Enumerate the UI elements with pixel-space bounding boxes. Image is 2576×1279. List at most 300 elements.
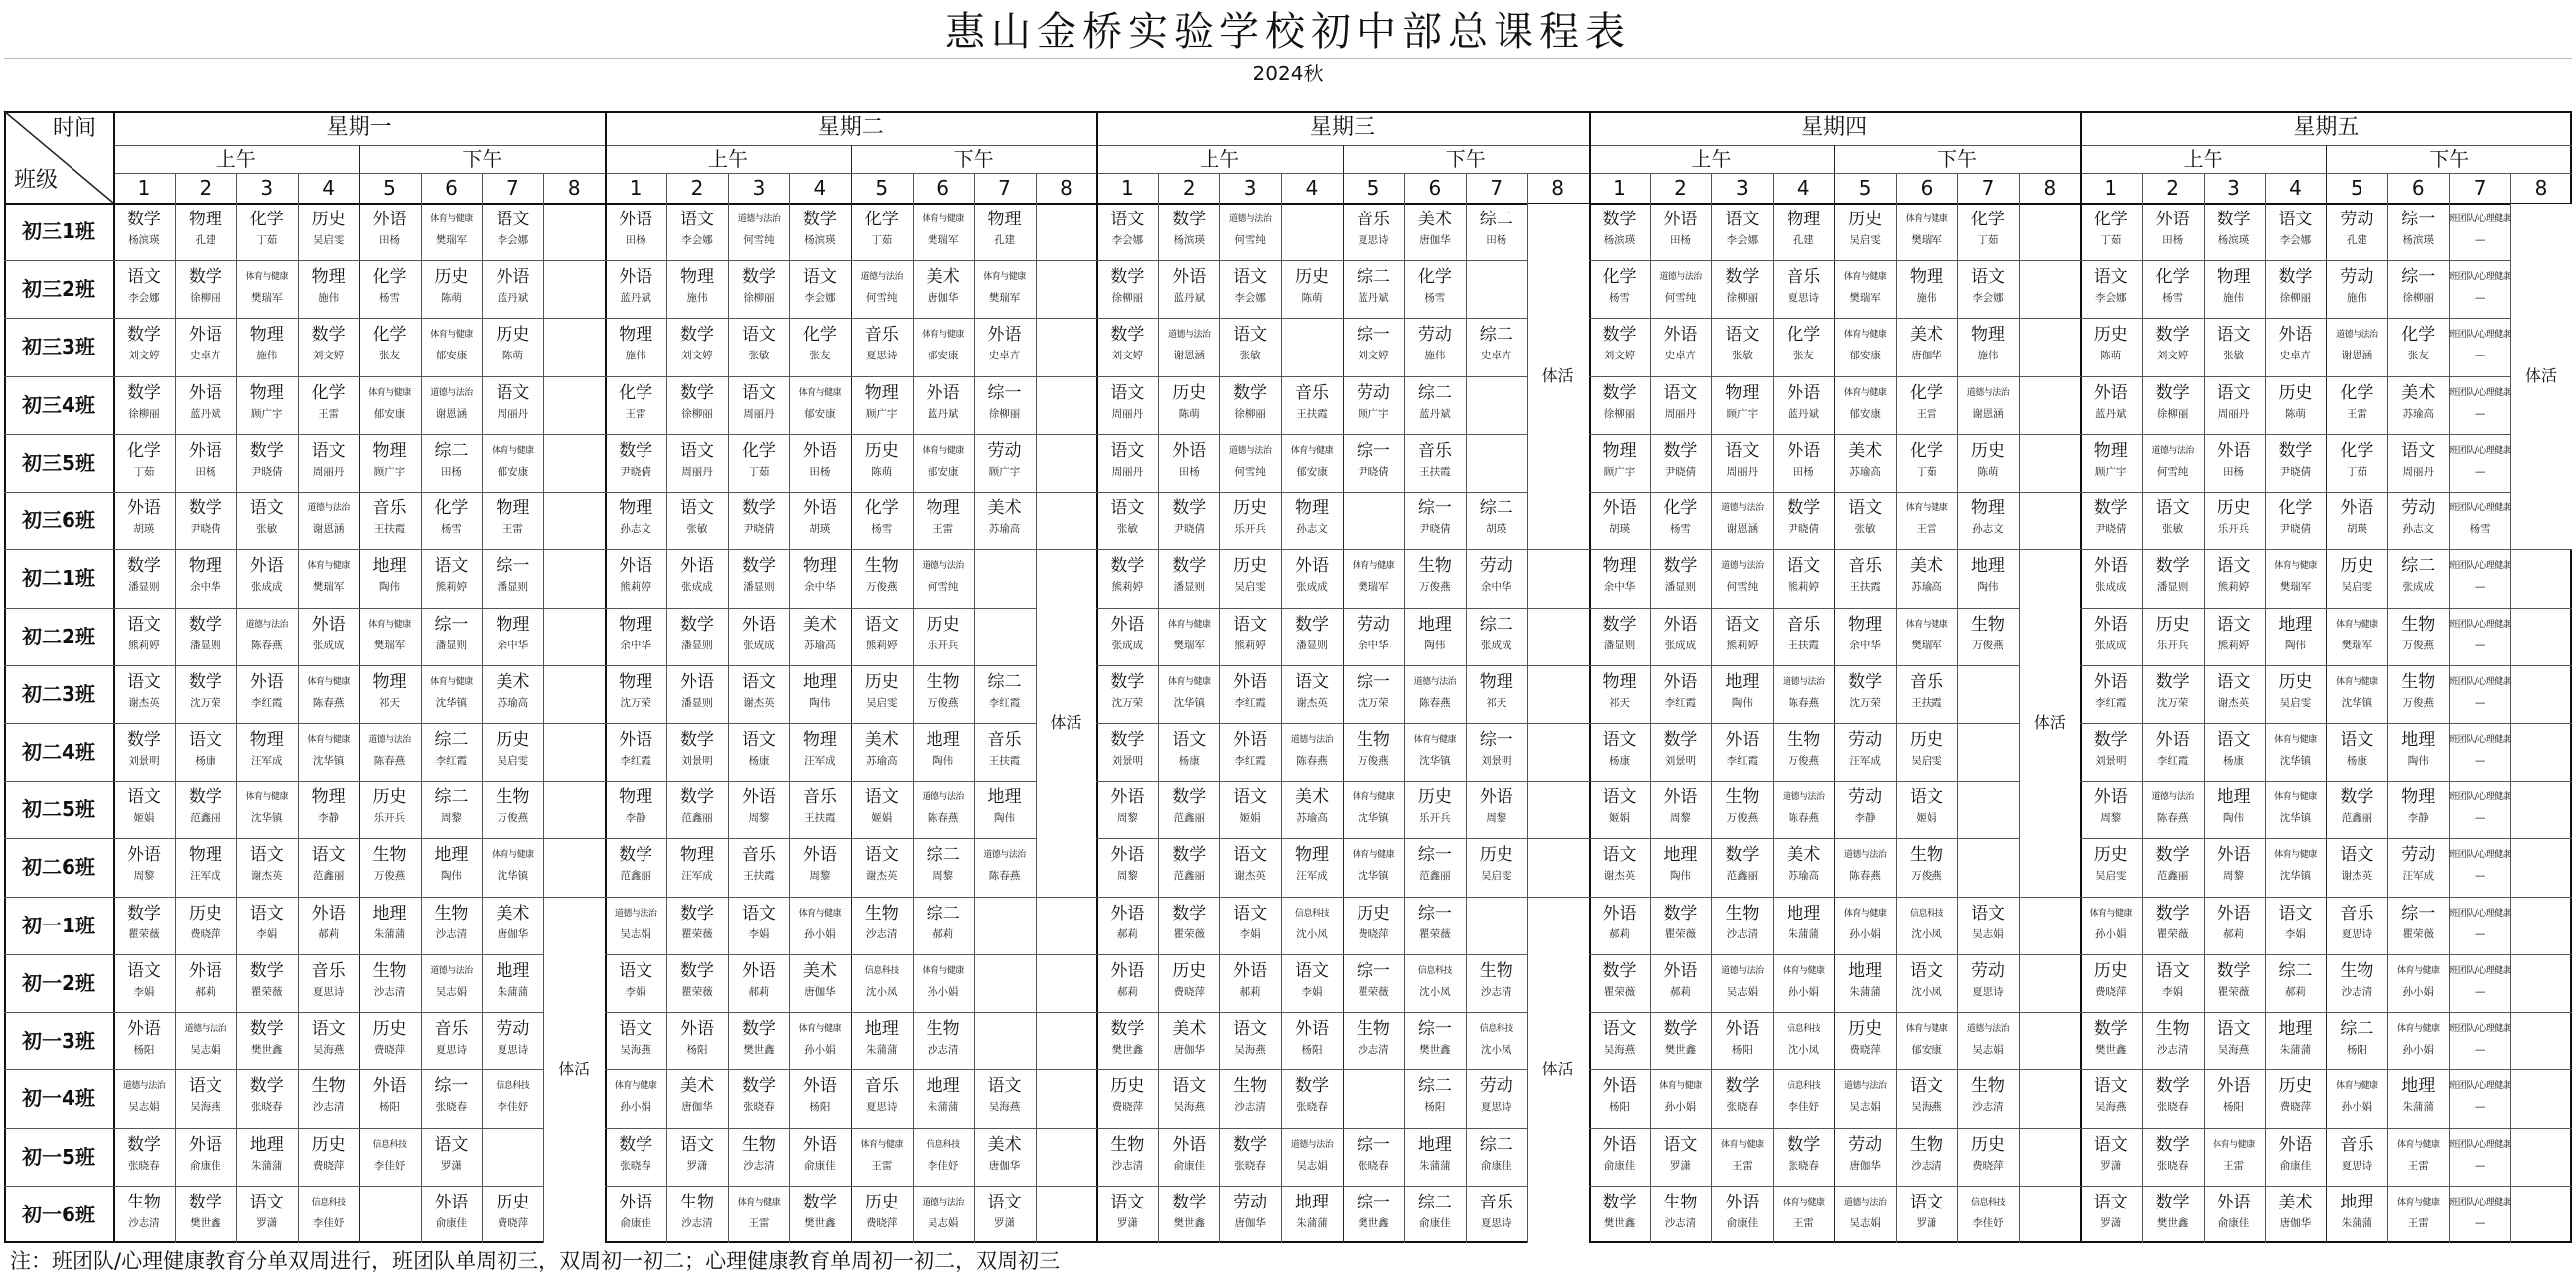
lesson-subject: 物理 [619, 325, 653, 346]
lesson-subject: 道德与法治 [1843, 1197, 1887, 1208]
lesson-subject: 综一 [1356, 325, 1390, 346]
lesson-teacher: 杨康 [748, 755, 770, 767]
lesson-teacher: 张成成 [1111, 639, 1144, 651]
lesson-subject: 外语 [1663, 614, 1698, 635]
lesson-teacher: 苏瑜高 [497, 696, 529, 709]
lesson-subject: 外语 [1110, 903, 1145, 924]
lesson-subject: 物理 [619, 614, 653, 635]
lesson-teacher: 李红霞 [2156, 755, 2189, 767]
lesson-teacher: 郝莉 [748, 985, 770, 998]
lesson-teacher: 樊世鑫 [1419, 1044, 1451, 1057]
period-header: 8 [567, 176, 581, 200]
lesson-teacher: 汪军成 [1849, 755, 1881, 767]
lesson-subject: 历史 [1172, 382, 1207, 403]
lesson-teacher: 尹晓倩 [2094, 523, 2127, 536]
lesson-teacher: 祁天 [379, 696, 401, 709]
lesson-teacher: 孙志文 [1972, 523, 2004, 536]
lesson-subject: 语文 [2093, 1192, 2128, 1212]
lesson-subject: 信息科技 [1787, 1024, 1821, 1035]
lesson-subject: 地理 [1417, 1134, 1452, 1155]
lesson-teacher: 俞康佳 [1419, 1216, 1451, 1229]
lesson-subject: 外语 [372, 1076, 407, 1097]
lesson-subject: 语文 [2340, 845, 2374, 866]
lesson-teacher: — [2474, 755, 2486, 767]
period-header: 1 [2104, 176, 2118, 200]
lesson-subject: 化学 [372, 267, 407, 288]
lesson-teacher: 唐伽华 [804, 985, 836, 998]
lesson-subject: 生物 [1356, 1019, 1390, 1040]
lesson-teacher: 田杨 [2162, 234, 2184, 246]
lesson-subject: 综一 [1356, 960, 1390, 981]
lesson-subject: 地理 [1663, 845, 1698, 866]
lesson-teacher: 谢杰英 [128, 696, 160, 709]
lesson-teacher: 樊世鑫 [1603, 1216, 1636, 1229]
lesson-teacher: 唐伽华 [988, 1159, 1021, 1172]
lesson-subject: 综一 [1356, 1134, 1390, 1155]
lesson-subject: 化学 [864, 498, 899, 519]
lesson-subject: 物理 [1295, 498, 1330, 519]
lesson-teacher: 杨阳 [809, 1101, 831, 1114]
lesson-subject: 体育与健康 [737, 1197, 781, 1208]
lesson-teacher: 唐伽华 [1849, 1159, 1881, 1172]
period-header: 8 [1060, 176, 1073, 200]
lesson-teacher: 吴志娟 [1849, 1216, 1881, 1229]
lesson-subject: 语文 [2340, 730, 2374, 750]
lesson-teacher: 李静 [2407, 812, 2429, 825]
lesson-subject: 班团队/心理健康 [2449, 735, 2511, 745]
lesson-subject: 数学 [2093, 1019, 2128, 1040]
lesson-subject: 语文 [1295, 671, 1330, 692]
lesson-teacher: 沈华镇 [497, 870, 529, 883]
lesson-subject: 音乐 [864, 1076, 899, 1097]
lesson-subject: 综一 [1356, 671, 1390, 692]
lesson-teacher: 周黎 [2223, 870, 2245, 883]
class-label: 初一6班 [22, 1202, 95, 1226]
lesson-subject: 道德与法治 [430, 965, 473, 976]
lesson-subject: 班团队/心理健康 [2449, 387, 2511, 398]
lesson-subject: 数学 [1110, 1019, 1145, 1040]
lesson-teacher: 李娟 [1301, 985, 1323, 998]
lesson-subject: 生物 [372, 845, 407, 866]
lesson-subject: 体育与健康 [307, 676, 350, 687]
lesson-teacher: 樊世鑫 [1173, 1216, 1205, 1229]
lesson-subject: 生物 [926, 1019, 960, 1040]
row-separator [4, 318, 2572, 319]
lesson-teacher: — [2474, 1216, 2486, 1229]
lesson-teacher: 熊莉婷 [435, 581, 468, 594]
lesson-teacher: — [2474, 927, 2486, 940]
lesson-teacher: 苏瑜高 [1788, 870, 1819, 883]
period-header: 3 [1735, 176, 1749, 200]
lesson-subject: 历史 [372, 787, 407, 808]
lesson-subject: 美术 [864, 730, 899, 750]
lesson-subject: 数学 [1725, 267, 1760, 288]
lesson-subject: 体育与健康 [798, 387, 842, 398]
lesson-teacher: 徐柳丽 [743, 292, 775, 305]
lesson-subject: 外语 [188, 960, 222, 981]
lesson-subject: 数学 [680, 325, 715, 346]
period-header: 3 [752, 176, 766, 200]
lesson-teacher: 蓝丹斌 [497, 292, 529, 305]
lesson-subject: 外语 [2278, 325, 2313, 346]
lesson-teacher: 王雷 [2346, 407, 2367, 420]
lesson-teacher: 张晓春 [1788, 1159, 1819, 1172]
lesson-subject: 语文 [987, 1076, 1022, 1097]
lesson-teacher: 周丽丹 [1111, 407, 1144, 420]
lesson-subject: 地理 [2401, 730, 2436, 750]
lesson-teacher: 朱蒲蒲 [2279, 1044, 2312, 1057]
lesson-teacher: 费晓萍 [1972, 1159, 2004, 1172]
class-label: 初一1班 [22, 913, 95, 937]
lesson-subject: 音乐 [741, 845, 776, 866]
lesson-teacher: 谢杰英 [743, 696, 775, 709]
lesson-subject: 外语 [1602, 498, 1637, 519]
lesson-subject: 道德与法治 [614, 908, 657, 919]
lesson-subject: 数学 [126, 382, 161, 403]
lesson-teacher: 万俊燕 [1419, 581, 1451, 594]
lesson-subject: 道德与法治 [1167, 330, 1211, 341]
lesson-teacher: 夏思诗 [1972, 985, 2004, 998]
lesson-teacher: 孙小娟 [2094, 927, 2127, 940]
lesson-teacher: 谢杰英 [1234, 870, 1266, 883]
lesson-subject: 历史 [1356, 903, 1390, 924]
lesson-teacher: 樊世鑫 [1358, 1216, 1389, 1229]
lesson-subject: 体育与健康 [2336, 1081, 2378, 1092]
lesson-subject: 数学 [1172, 556, 1207, 577]
lesson-teacher: 朱蒲蒲 [1296, 1216, 1328, 1229]
lesson-teacher: 沈华镇 [2279, 812, 2312, 825]
lesson-teacher: 李红霞 [435, 755, 468, 767]
lesson-teacher: 乐开兵 [2218, 523, 2250, 536]
lesson-teacher: 田杨 [1486, 234, 1507, 246]
lesson-teacher: 姬娟 [1609, 812, 1631, 825]
lesson-teacher: 王扶霞 [1911, 696, 1942, 709]
lesson-teacher: 周丽丹 [1111, 465, 1144, 478]
lesson-subject: 美术 [1910, 325, 1944, 346]
half-header-am: 上午 [1200, 147, 1240, 171]
lesson-subject: 语文 [249, 1192, 284, 1212]
lesson-teacher: 尹晓倩 [2279, 465, 2312, 478]
lesson-subject: 体育与健康 [1352, 850, 1395, 861]
lesson-subject: 语文 [1110, 382, 1145, 403]
lesson-teacher: 唐伽华 [497, 927, 529, 940]
lesson-teacher: 徐柳丽 [681, 407, 713, 420]
lesson-teacher: 李会娜 [2094, 292, 2127, 305]
lesson-subject: 体育与健康 [2089, 908, 2132, 919]
lesson-subject: 班团队/心理健康 [2449, 619, 2511, 630]
lesson-teacher: 杨阳 [1301, 1044, 1323, 1057]
lesson-teacher: — [2474, 985, 2486, 998]
lesson-subject: 体育与健康 [2396, 1139, 2440, 1150]
lesson-subject: 道德与法治 [1228, 445, 1272, 456]
lesson-subject: 数学 [188, 614, 222, 635]
lesson-subject: 历史 [926, 614, 960, 635]
lesson-teacher: 丁茹 [256, 234, 278, 246]
lesson-teacher: 周黎 [133, 870, 155, 883]
lesson-teacher: 樊世鑫 [250, 1044, 283, 1057]
lesson-subject: 美术 [1848, 440, 1883, 461]
lesson-subject: 语文 [2217, 671, 2251, 692]
period-header: 5 [383, 176, 396, 200]
lesson-subject: 语文 [249, 498, 284, 519]
lesson-teacher: 李静 [318, 812, 340, 825]
lesson-subject: 班团队/心理健康 [2449, 1024, 2511, 1035]
lesson-teacher: 刘文婷 [1358, 350, 1389, 362]
lesson-teacher: 熊莉婷 [620, 581, 651, 594]
lesson-subject: 外语 [680, 671, 715, 692]
lesson-teacher: 施伟 [256, 350, 278, 362]
lesson-teacher: 俞康佳 [804, 1159, 836, 1172]
lesson-teacher: 费晓萍 [190, 927, 221, 940]
lesson-subject: 外语 [1233, 960, 1268, 981]
lesson-subject: 班团队/心理健康 [2449, 908, 2511, 919]
lesson-subject: 道德与法治 [2151, 445, 2194, 456]
lesson-subject: 数学 [2278, 440, 2313, 461]
half-header-pm: 下午 [953, 147, 994, 171]
lesson-teacher: 徐柳丽 [128, 407, 160, 420]
lesson-subject: 体育与健康 [1843, 387, 1887, 398]
lesson-subject: 语文 [1910, 1192, 1944, 1212]
lesson-subject: 语文 [741, 671, 776, 692]
lesson-subject: 外语 [249, 556, 284, 577]
lesson-teacher: 孙小娟 [1849, 927, 1881, 940]
lesson-teacher: 郝莉 [318, 927, 340, 940]
class-label: 初二6班 [22, 855, 95, 880]
lesson-teacher: 万俊燕 [865, 581, 898, 594]
lesson-subject: 地理 [864, 1019, 899, 1040]
lesson-subject: 物理 [496, 614, 530, 635]
lesson-teacher: 谢杰英 [1603, 870, 1636, 883]
lesson-subject: 数学 [2155, 382, 2190, 403]
lesson-teacher: 吴启雯 [1849, 234, 1881, 246]
lesson-teacher: 陶伟 [2407, 755, 2429, 767]
lesson-subject: 体育与健康 [1843, 330, 1887, 341]
lesson-subject: 美术 [496, 671, 530, 692]
lesson-subject: 语文 [1602, 845, 1637, 866]
lesson-subject: 外语 [1110, 845, 1145, 866]
period-header: 5 [875, 176, 889, 200]
lesson-teacher: 王雷 [625, 407, 646, 420]
lesson-teacher: 尹晓倩 [2279, 523, 2312, 536]
lesson-teacher: 瞿荣薇 [1603, 985, 1636, 998]
lesson-subject: 化学 [1787, 325, 1821, 346]
lesson-subject: 地理 [1848, 960, 1883, 981]
lesson-teacher: 杨雪 [1609, 292, 1631, 305]
lesson-subject: 化学 [2340, 440, 2374, 461]
lesson-teacher: 孙小娟 [1788, 985, 1819, 998]
lesson-teacher: 李静 [1854, 812, 1876, 825]
lesson-teacher: 李会娜 [2279, 234, 2312, 246]
lesson-teacher: 刘文婷 [128, 350, 160, 362]
lesson-subject: 综一 [1417, 845, 1452, 866]
lesson-subject: 历史 [496, 1192, 530, 1212]
lesson-teacher: 朱蒲蒲 [250, 1159, 283, 1172]
lesson-subject: 物理 [249, 730, 284, 750]
lesson-teacher: 王雷 [1731, 1159, 1753, 1172]
lesson-subject: 体育与健康 [1905, 1024, 1948, 1035]
class-label: 初三3班 [22, 335, 95, 359]
lesson-subject: 语文 [619, 1019, 653, 1040]
lesson-subject: 语文 [619, 960, 653, 981]
lesson-teacher: 施伟 [1424, 350, 1446, 362]
period-header: 7 [2473, 176, 2487, 200]
lesson-subject: 数学 [1663, 556, 1698, 577]
lesson-teacher: 杨阳 [133, 1044, 155, 1057]
lesson-subject: 数学 [680, 903, 715, 924]
lesson-teacher: 郁安康 [1849, 350, 1881, 362]
lesson-teacher: 顾广宇 [1358, 407, 1389, 420]
lesson-subject: 外语 [680, 1019, 715, 1040]
lesson-teacher: 陶伟 [1424, 639, 1446, 651]
lesson-subject: 外语 [1110, 787, 1145, 808]
lesson-teacher: 孙小娟 [1664, 1101, 1697, 1114]
lesson-teacher: 沈华镇 [1358, 812, 1389, 825]
lesson-subject: 语文 [1910, 787, 1944, 808]
lesson-teacher: 王雷 [501, 523, 523, 536]
lesson-teacher: 沈华镇 [312, 755, 345, 767]
lesson-teacher: 何雪纯 [743, 234, 775, 246]
lesson-subject: 体育与健康 [1843, 272, 1887, 283]
lesson-teacher: 汪军成 [190, 870, 221, 883]
lesson-teacher: 潘显则 [1173, 581, 1205, 594]
lesson-subject: 体育与健康 [2274, 850, 2317, 861]
lesson-subject: 数学 [1295, 614, 1330, 635]
lesson-subject: 语文 [1725, 210, 1760, 229]
lesson-teacher: 吴志娟 [1849, 1101, 1881, 1114]
lesson-teacher: 顾广宇 [2094, 465, 2127, 478]
lesson-teacher: 朱蒲蒲 [1788, 927, 1819, 940]
lesson-subject: 语文 [1233, 1019, 1268, 1040]
lesson-teacher: 徐柳丽 [1603, 407, 1636, 420]
lesson-teacher: 朱蒲蒲 [1849, 985, 1881, 998]
lesson-subject: 班团队/心理健康 [2449, 1197, 2511, 1208]
lesson-subject: 班团队/心理健康 [2449, 1081, 2511, 1092]
class-label: 初三6班 [22, 508, 95, 533]
lesson-teacher: 夏思诗 [1480, 1216, 1512, 1229]
lesson-subject: 外语 [126, 845, 161, 866]
lesson-subject: 体育与健康 [1413, 735, 1457, 745]
lesson-subject: 生物 [126, 1192, 161, 1212]
lesson-teacher: 胡瑛 [809, 523, 831, 536]
lesson-teacher: 王雷 [1792, 1216, 1814, 1229]
lesson-teacher: 谢恩涵 [435, 407, 468, 420]
lesson-teacher: 王扶霞 [1849, 581, 1881, 594]
row-separator [4, 1186, 2572, 1187]
lesson-subject: 美术 [802, 960, 837, 981]
lesson-teacher: 费晓萍 [865, 1216, 898, 1229]
lesson-teacher: — [2474, 639, 2486, 651]
lesson-teacher: 费晓萍 [2094, 985, 2127, 998]
lesson-teacher: 瞿荣薇 [1664, 927, 1697, 940]
lesson-subject: 劳动 [2340, 210, 2374, 229]
lesson-teacher: 谢杰英 [1296, 696, 1328, 709]
lesson-teacher: 蓝丹斌 [1358, 292, 1389, 305]
lesson-teacher: 李红霞 [1234, 755, 1266, 767]
lesson-subject: 物理 [802, 556, 837, 577]
lesson-subject: 物理 [1970, 325, 2005, 346]
lesson-subject: 历史 [2093, 325, 2128, 346]
lesson-subject: 美术 [987, 498, 1022, 519]
lesson-subject: 物理 [1787, 210, 1821, 229]
lesson-teacher: 陈春燕 [2156, 812, 2189, 825]
lesson-teacher: 史卓卉 [1480, 350, 1512, 362]
lesson-subject: 语文 [2217, 730, 2251, 750]
lesson-subject: 生物 [1787, 730, 1821, 750]
lesson-teacher: 王扶霞 [1296, 407, 1328, 420]
half-header-am: 上午 [2183, 147, 2223, 171]
lesson-subject: 体育与健康 [2274, 792, 2317, 803]
row-separator [4, 665, 2572, 666]
lesson-subject: 道德与法治 [922, 1197, 964, 1208]
lesson-subject: 数学 [1602, 325, 1637, 346]
lesson-subject: 体育与健康 [2336, 676, 2378, 687]
lesson-subject: 数学 [1233, 1134, 1268, 1155]
lesson-teacher: 余中华 [497, 639, 529, 651]
lesson-teacher: 潘显则 [743, 581, 775, 594]
lesson-subject: 外语 [1663, 325, 1698, 346]
lesson-subject: 生物 [680, 1192, 715, 1212]
lesson-subject: 综二 [1479, 498, 1513, 519]
lesson-subject: 外语 [1602, 1134, 1637, 1155]
lesson-subject: 语文 [2155, 498, 2190, 519]
lesson-teacher: 苏瑜高 [2402, 407, 2434, 420]
lesson-subject: 外语 [188, 382, 222, 403]
lesson-teacher: 吴启雯 [1480, 870, 1512, 883]
lesson-teacher: 杨雪 [2162, 292, 2184, 305]
lesson-subject: 体育与健康 [368, 619, 411, 630]
lesson-teacher: 顾广宇 [373, 465, 406, 478]
lesson-teacher: 余中华 [1480, 581, 1512, 594]
lesson-teacher: 吴志娟 [927, 1216, 959, 1229]
lesson-subject: 综一 [1417, 1019, 1452, 1040]
lesson-teacher: 周丽丹 [312, 465, 345, 478]
lesson-subject: 数学 [2217, 960, 2251, 981]
lesson-teacher: 张晓春 [1234, 1159, 1266, 1172]
lesson-teacher: 郝莉 [1239, 985, 1261, 998]
lesson-subject: 数学 [249, 440, 284, 461]
lesson-subject: 语文 [2217, 1019, 2251, 1040]
lesson-subject: 生物 [496, 787, 530, 808]
lesson-subject: 综一 [496, 556, 530, 577]
lesson-subject: 语文 [1602, 730, 1637, 750]
lesson-subject: 语文 [680, 440, 715, 461]
row-separator [4, 376, 2572, 377]
lesson-teacher: 陶伟 [932, 755, 954, 767]
lesson-teacher: 孔建 [1792, 234, 1814, 246]
lesson-subject: 语文 [496, 210, 530, 229]
lesson-subject: 语文 [1295, 960, 1330, 981]
lesson-subject: 体育与健康 [798, 1024, 842, 1035]
lesson-teacher: 施伟 [686, 292, 708, 305]
lesson-subject: 班团队/心理健康 [2449, 1139, 2511, 1150]
lesson-subject: 外语 [802, 1134, 837, 1155]
lesson-subject: 历史 [1417, 787, 1452, 808]
lesson-teacher: 李会娜 [1234, 292, 1266, 305]
period-header: 4 [322, 176, 335, 200]
lesson-teacher: 杨康 [1178, 755, 1200, 767]
lesson-teacher: 尹晓倩 [1788, 523, 1819, 536]
lesson-subject: 数学 [249, 1019, 284, 1040]
lesson-teacher: 范鑫丽 [1419, 870, 1451, 883]
lesson-subject: 数学 [2093, 498, 2128, 519]
lesson-teacher: 郝莉 [1116, 985, 1138, 998]
lesson-teacher: 潘显则 [1296, 639, 1328, 651]
lesson-teacher: 王雷 [318, 407, 340, 420]
lesson-teacher: 徐柳丽 [2156, 407, 2189, 420]
period-header: 8 [2534, 176, 2548, 200]
lesson-subject: 道德与法治 [922, 561, 964, 572]
lesson-teacher: 瞿荣薇 [128, 927, 160, 940]
